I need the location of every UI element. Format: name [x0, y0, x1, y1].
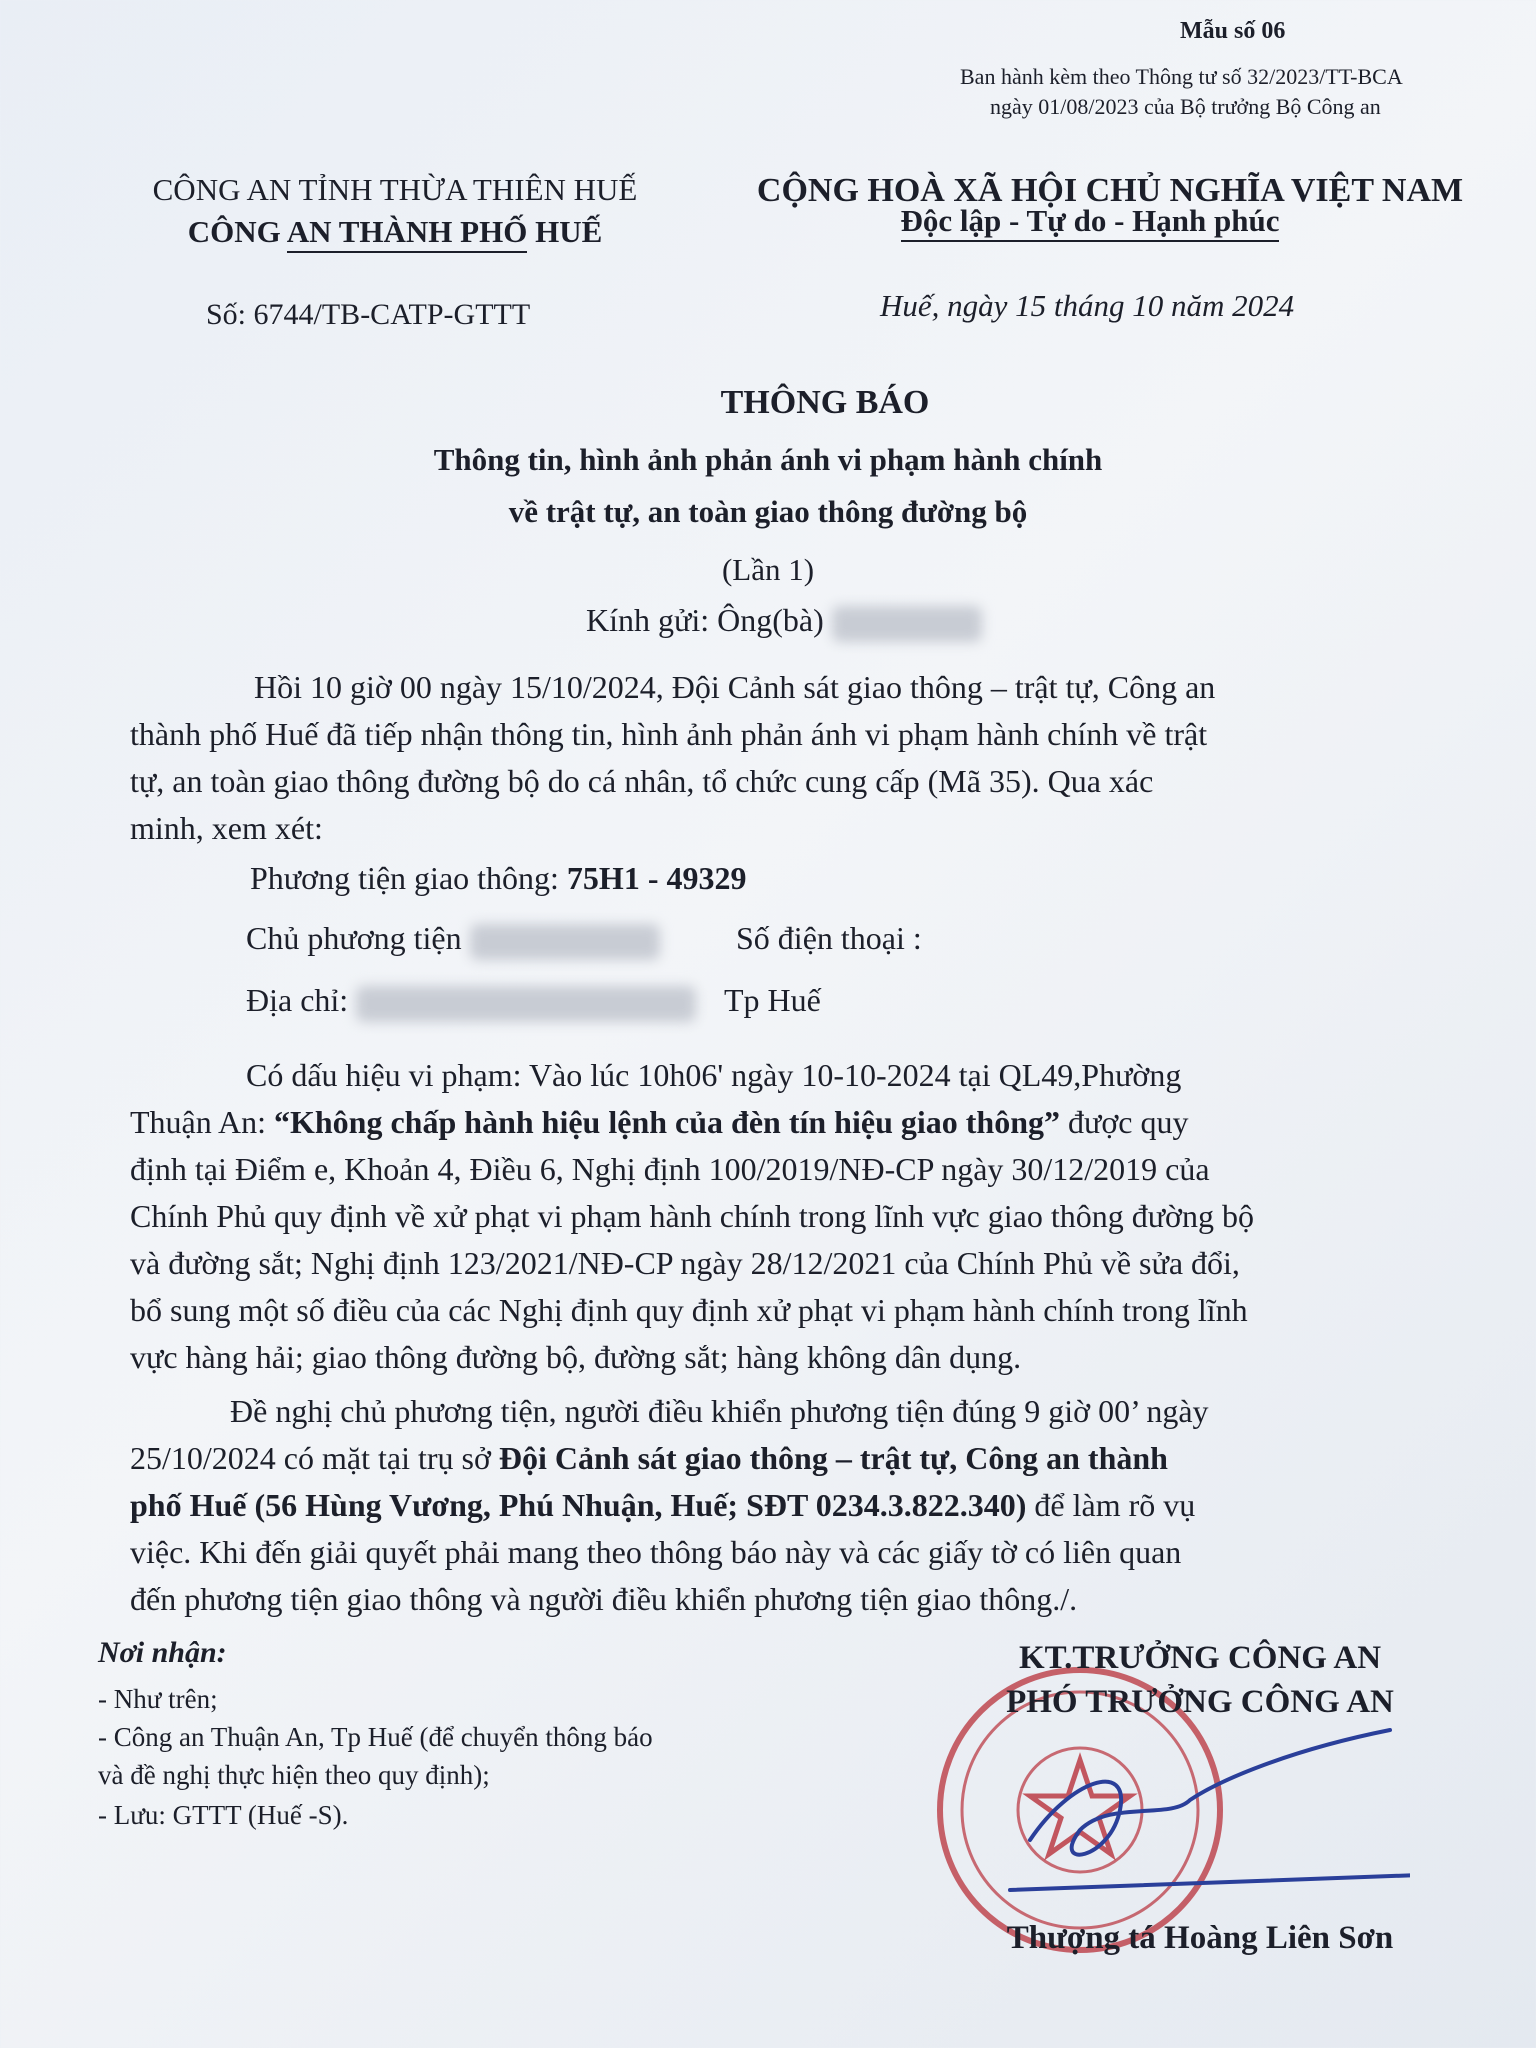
request-line: Đề nghị chủ phương tiện, người điều khiển phương tiện đúng 9 giờ 00’ ngày [230, 1393, 1209, 1429]
redacted-address [356, 986, 696, 1022]
intro-paragraph [130, 664, 1480, 852]
recipient-line: - Công an Thuận An, Tp Huế (để chuyển thông báo [98, 1722, 653, 1752]
request-pre: 25/10/2024 có mặt tại trụ sở [130, 1440, 499, 1476]
violation-post: được quy [1060, 1104, 1189, 1140]
redacted-name [832, 606, 982, 642]
vehicle-plate: 75H1 - 49329 [566, 860, 747, 896]
agency-name-prefix: CÔNG [187, 214, 287, 249]
violation-line: định tại Điểm e, Khoản 4, Điều 6, Nghị định 100/2019/NĐ-CP ngày 30/12/2019 của [130, 1151, 1210, 1187]
recipients-heading: Nơi nhận: [98, 1636, 227, 1669]
intro-line: Hồi 10 giờ 00 ngày 15/10/2024, Đội Cảnh sát giao thông – trật tự, Công an [254, 669, 1216, 705]
vehicle-label: Phương tiện giao thông: [250, 860, 567, 896]
request-line: việc. Khi đến giải quyết phải mang theo thông báo này và các giấy tờ có liên quan [130, 1534, 1182, 1570]
intro-line: minh, xem xét: [130, 810, 323, 846]
document-number: Số: 6744/TB-CATP-GTTT [206, 298, 531, 331]
phone-label: Số điện thoại : [736, 920, 922, 956]
vehicle-line [250, 860, 746, 897]
request-post: để làm rõ vụ [1026, 1487, 1196, 1523]
owner-label: Chủ phương tiện [246, 920, 462, 956]
nation-title: CỘNG HOÀ XÃ HỘI CHỦ NGHĨA VIỆT NAM [756, 172, 1464, 209]
violation-line: Chính Phủ quy định về xử phạt vi phạm hành chính trong lĩnh vực giao thông đường bộ [130, 1198, 1254, 1234]
request-paragraph [130, 1388, 1480, 1623]
recipient-line: - Lưu: GTTT (Huế -S). [98, 1800, 349, 1830]
greeting-text: Kính gửi: Ông(bà) [586, 602, 824, 638]
violation-paragraph [130, 1052, 1480, 1381]
document-subtitle-2: về trật tự, an toàn giao thông đường bộ [508, 494, 1028, 529]
address-city: Tp Huế [724, 982, 821, 1018]
intro-line: thành phố Huế đã tiếp nhận thông tin, hình ảnh phản ánh vi phạm hành chính về trật [130, 716, 1208, 752]
document-title: THÔNG BÁO [720, 384, 930, 421]
request-line: đến phương tiện giao thông và người điều khiển phương tiện giao thông./. [130, 1581, 1078, 1617]
request-bold-2: phố Huế (56 Hùng Vương, Phú Nhuận, Huế; SĐT 0234.3.822.340) [130, 1487, 1027, 1523]
agency-name [100, 214, 690, 250]
form-issued-line-2: ngày 01/08/2023 của Bộ trưởng Bộ Công an [990, 94, 1381, 119]
violation-line: vực hàng hải; giao thông đường bộ, đường sắt; hàng không dân dụng. [130, 1339, 1022, 1375]
recipient-line: và đề nghị thực hiện theo quy định); [98, 1760, 490, 1790]
request-line [130, 1482, 1480, 1529]
agency-parent: CÔNG AN TỈNH THỪA THIÊN HUẾ [152, 172, 638, 207]
recipient-line: - Như trên; [98, 1684, 218, 1714]
place-date: Huế, ngày 15 tháng 10 năm 2024 [880, 288, 1295, 323]
violation-quote: “Không chấp hành hiệu lệnh của đèn tín hiệu giao thông” [273, 1104, 1060, 1140]
greeting [586, 602, 982, 642]
violation-pre: Thuận An: [130, 1104, 274, 1140]
attempt-number: (Lần 1) [721, 552, 815, 587]
handwritten-signature [990, 1720, 1410, 1920]
owner-line [246, 920, 660, 960]
motto-text: Độc lập - Tự do - Hạnh phúc [901, 203, 1280, 242]
signer-name: Thượng tá Hoàng Liên Sơn [1006, 1920, 1394, 1956]
address-label: Địa chỉ: [246, 982, 349, 1018]
form-number: Mẫu số 06 [1180, 18, 1286, 44]
address-line [246, 982, 696, 1022]
request-line [130, 1435, 1480, 1482]
agency-name-suffix: HUẾ [527, 214, 603, 249]
violation-line: và đường sắt; Nghị định 123/2021/NĐ-CP ngày 28/12/2021 của Chính Phủ về sửa đổi, [130, 1245, 1240, 1281]
violation-line: bổ sung một số điều của các Nghị định quy định xử phạt vi phạm hành chính trong lĩnh [130, 1292, 1248, 1328]
intro-line: tự, an toàn giao thông đường bộ do cá nhân, tổ chức cung cấp (Mã 35). Qua xác [130, 763, 1154, 799]
signatory-title-2: PHÓ TRƯỞNG CÔNG AN [1006, 1684, 1394, 1720]
agency-name-underlined: AN THÀNH PHỐ [287, 214, 528, 253]
signatory-title-1: KT.TRƯỞNG CÔNG AN [1018, 1640, 1382, 1676]
redacted-owner [470, 924, 660, 960]
request-bold-1: Đội Cảnh sát giao thông – trật tự, Công an thành [498, 1440, 1168, 1476]
form-issued-line-1: Ban hành kèm theo Thông tư số 32/2023/TT-BCA [960, 64, 1403, 89]
violation-line: Có dấu hiệu vi phạm: Vào lúc 10h06' ngày 10-10-2024 tại QL49,Phường [246, 1057, 1182, 1093]
violation-line [130, 1099, 1480, 1146]
document-subtitle-1: Thông tin, hình ảnh phản ánh vi phạm hành chính [433, 442, 1103, 477]
national-motto [780, 203, 1400, 239]
